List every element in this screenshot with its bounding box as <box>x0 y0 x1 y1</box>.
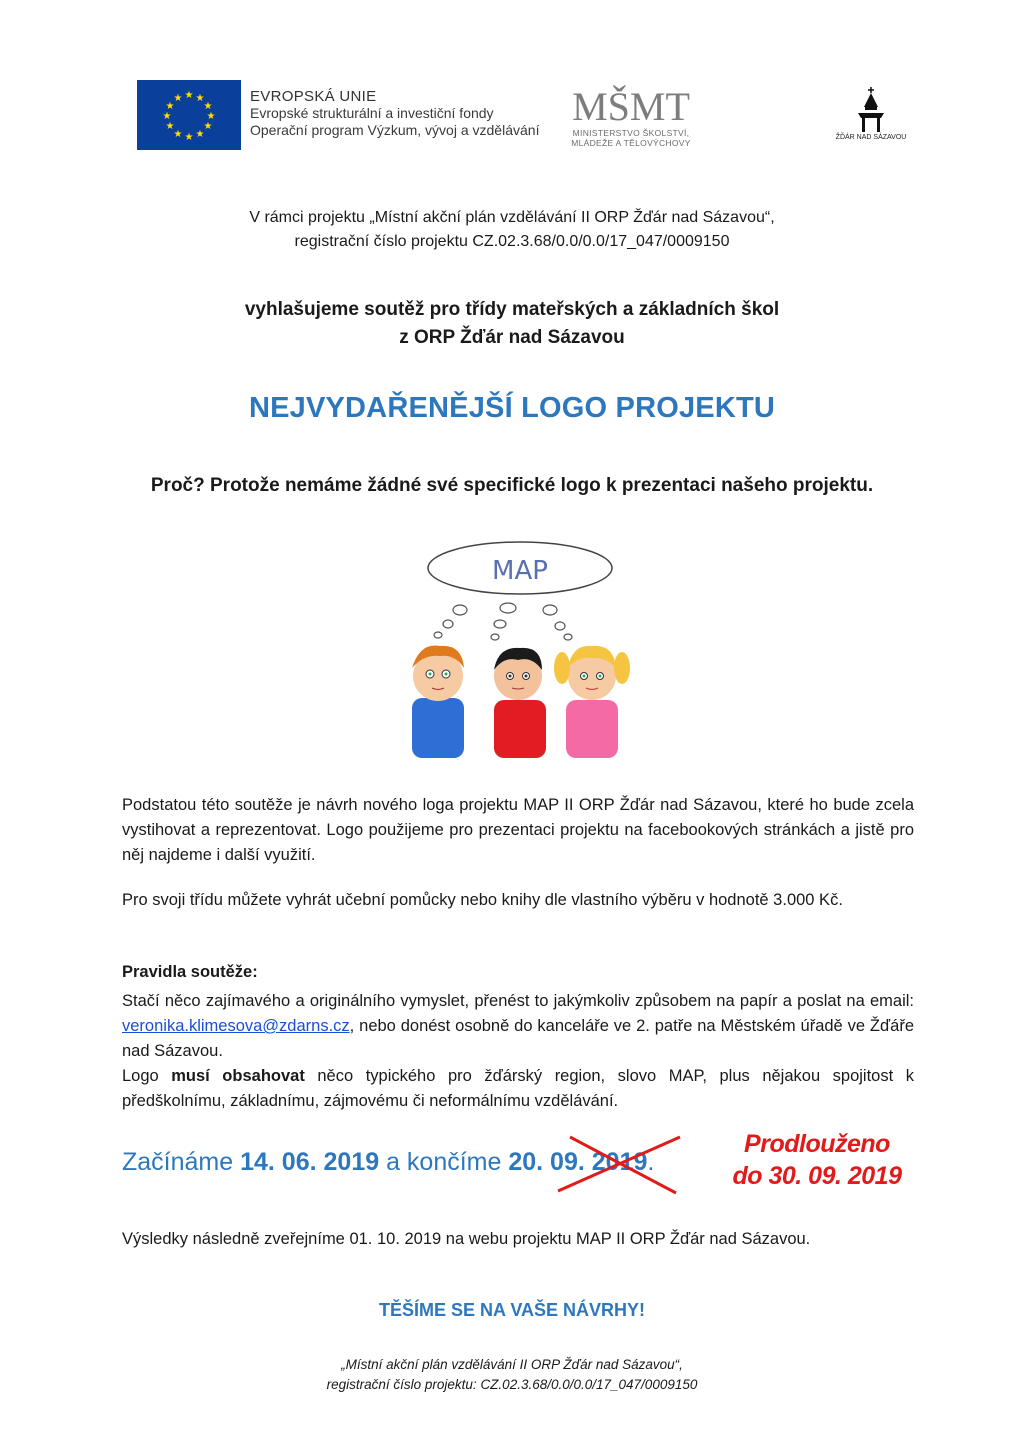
rules-logo-text-b: něco typického pro žďárský region, slovo MAP, plus nějakou spojitost k předškolnímu, základnímu, zájmovému či neformálnímu vzdělávání. <box>122 1067 914 1110</box>
svg-text:★: ★ <box>165 101 175 112</box>
svg-text:★: ★ <box>195 129 205 140</box>
eu-programme-line: Operační program Výzkum, vývoj a vzdělávání <box>250 122 540 138</box>
eu-flag-logo <box>137 80 241 150</box>
eu-title: EVROPSKÁ UNIE <box>250 88 377 105</box>
bubble-text: MAP <box>492 556 548 586</box>
svg-text:★: ★ <box>173 93 183 104</box>
rules-text-b: , nebo donést osobně do kanceláře ve 2. patře na Městském úřadě ve Žďáře nad Sázavou. <box>122 1017 914 1060</box>
closing-slogan: TĚŠÍME SE NA VAŠE NÁVRHY! <box>378 1300 646 1320</box>
why-statement: Proč? Protože nemáme žádné své specifické logo k prezentaci našeho projektu. <box>150 475 874 496</box>
rules-logo-text-a: Logo <box>122 1067 172 1085</box>
children-thinking-illustration <box>400 538 640 758</box>
svg-text:★: ★ <box>173 129 183 140</box>
eu-stars-icon <box>137 80 241 150</box>
svg-text:★: ★ <box>162 111 172 122</box>
svg-text:★: ★ <box>165 121 175 132</box>
eu-funds-line: Evropské strukturální a investiční fondy <box>250 105 494 121</box>
svg-text:★: ★ <box>184 90 194 101</box>
end-label: a končíme <box>379 1148 509 1176</box>
msmt-mark-icon <box>556 78 706 128</box>
zdar-caption: ŽĎÁR NAD SÁZAVOU <box>835 134 907 141</box>
girl-pink-shirt <box>554 646 630 758</box>
lead-line-2: z ORP Žďár nad Sázavou <box>399 327 625 348</box>
end-punct: . <box>647 1148 655 1176</box>
extended-notice <box>722 1128 912 1192</box>
footer-line-2: registrační číslo projektu: CZ.02.3.68/0.0/0.0/17_047/0009150 <box>326 1377 698 1392</box>
svg-text:★: ★ <box>195 93 205 104</box>
prize-paragraph: Pro svoji třídu můžete vyhrát učební pomůcky nebo knihy dle vlastního výběru v hodnotě 3.000 Kč. <box>122 891 843 909</box>
intro-line-2: registrační číslo projektu CZ.02.3.68/0.0/0.0/17_047/0009150 <box>294 233 730 250</box>
rules-heading: Pravidla soutěže: <box>122 963 258 981</box>
project-intro <box>0 206 1024 254</box>
msmt-line-2: MLÁDEŽE A TĚLOVÝCHOVY <box>571 138 691 148</box>
intro-line-1: V rámci projektu „Místní akční plán vzdělávání II ORP Žďár nad Sázavou“, <box>249 209 775 226</box>
church-tower-icon <box>836 85 906 135</box>
original-end-date: 20. 09. 2019 <box>508 1148 648 1176</box>
description-paragraph: Podstatou této soutěže je návrh nového loga projektu MAP II ORP Žďár nad Sázavou, které ho bude zcela vystihovat a reprezentovat. Logo použijeme pro prezentaci projektu na facebookových stránkách a jistě pro něj najdeme i další využití. <box>122 796 914 864</box>
results-note: Výsledky následně zveřejníme 01. 10. 2019 na webu projektu MAP II ORP Žďár nad Sázavou. <box>122 1230 811 1248</box>
msmt-logo-text: MŠMT <box>572 84 690 128</box>
email-link[interactable]: veronika.klimesova@zdarns.cz <box>122 1017 350 1035</box>
eu-logo-text <box>250 88 540 139</box>
boy-blue-shirt <box>412 645 464 758</box>
msmt-line-1: MINISTERSTVO ŠKOLSTVÍ, <box>572 128 690 138</box>
page-title: NEJVYDAŘENĚJŠÍ LOGO PROJEKTU <box>248 392 776 424</box>
lead-line-1: vyhlašujeme soutěž pro třídy mateřských a základních škol <box>244 299 780 320</box>
rules-paragraph <box>122 989 914 1114</box>
boy-red-shirt <box>494 648 546 758</box>
extended-line-2: do 30. 09. 2019 <box>732 1162 902 1190</box>
strikethrough-cross-icon <box>548 1133 688 1197</box>
rules-text-a: Stačí něco zajímavého a originálního vymyslet, přenést to jakýmkoliv způsobem na papír a poslat na email: <box>122 992 914 1010</box>
footer <box>0 1355 1024 1395</box>
msmt-caption <box>556 128 706 148</box>
start-label: Začínáme <box>122 1148 241 1176</box>
footer-line-1: „Místní akční plán vzdělávání II ORP Žďár nad Sázavou“, <box>341 1357 683 1372</box>
extended-line-1: Prodlouženo <box>744 1130 890 1158</box>
competition-announcement <box>0 296 1024 352</box>
svg-text:★: ★ <box>206 111 216 122</box>
start-date: 14. 06. 2019 <box>240 1148 380 1176</box>
svg-text:★: ★ <box>184 132 194 143</box>
svg-text:★: ★ <box>203 101 213 112</box>
svg-text:★: ★ <box>203 121 213 132</box>
rules-must-contain: musí obsahovat <box>171 1067 305 1085</box>
